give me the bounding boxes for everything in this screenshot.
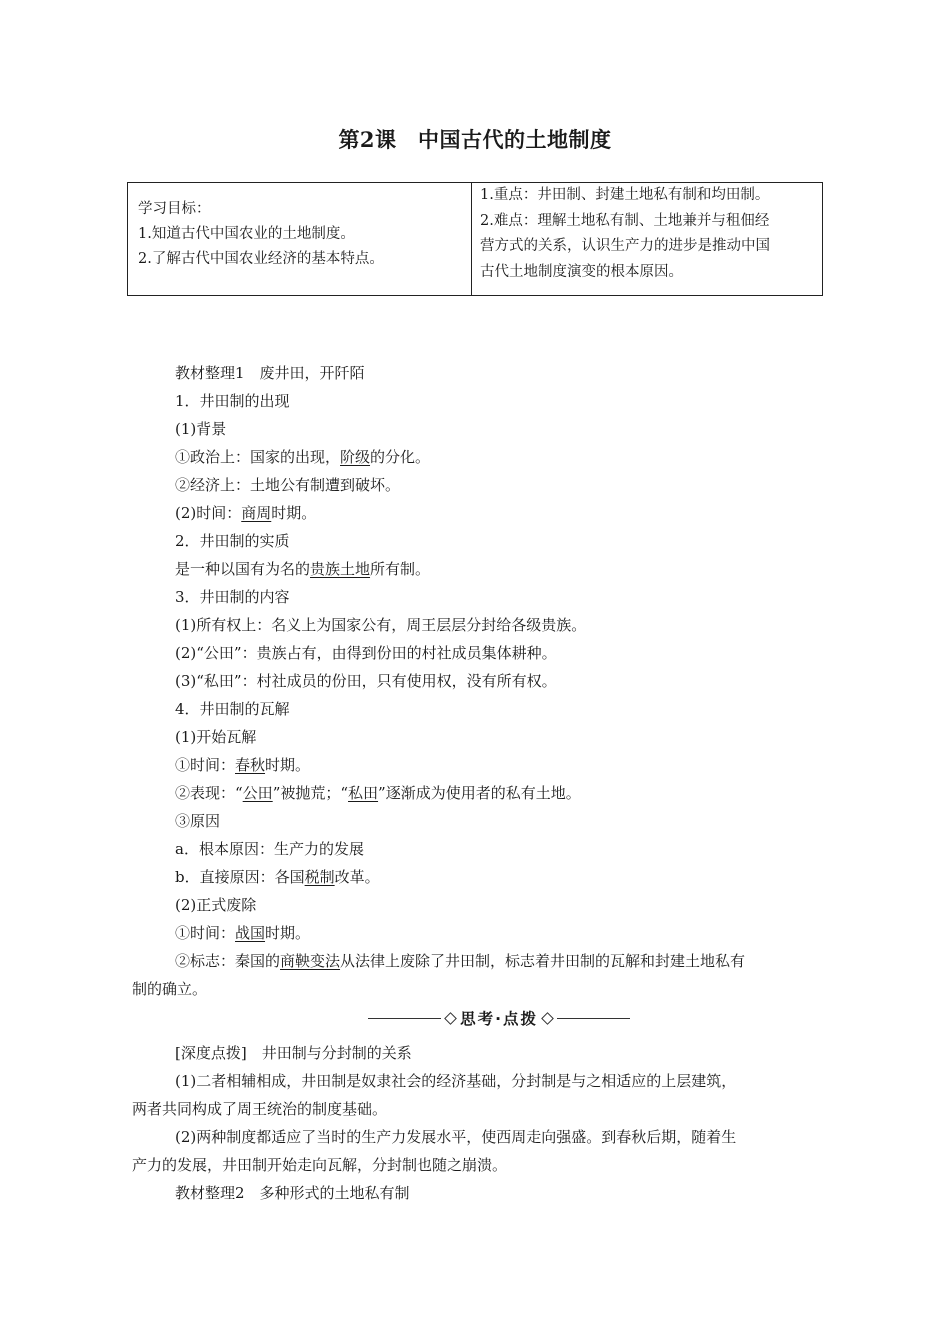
key-point-line: 营方式的关系，认识生产力的进步是推动中国: [480, 238, 770, 254]
diamond-icon: [541, 1012, 554, 1025]
text-line: (1)开始瓦解: [175, 728, 257, 746]
goals-heading: 学习目标：: [138, 201, 211, 217]
divider-rule: [368, 1018, 441, 1019]
section-heading: 教材整理1 废井田，开阡陌: [175, 364, 365, 382]
text-line: ②表现：“公田”被抛荒；“私田”逐渐成为使用者的私有土地。: [175, 784, 581, 802]
text-line: (2)两种制度都适应了当时的生产力发展水平，使西周走向强盛。到春秋后期，随着生: [175, 1128, 737, 1146]
blank-answer: 私田: [348, 784, 379, 802]
analysis-heading: [深度点拨] 井田制与分封制的关系: [175, 1044, 412, 1062]
text-line: (1)二者相辅相成，井田制是奴隶社会的经济基础，分封制是与之相适应的上层建筑，: [175, 1072, 737, 1090]
text-line: ①时间：春秋时期。: [175, 756, 311, 774]
page-title: 第2课 中国古代的土地制度: [338, 127, 612, 152]
blank-answer: 贵族土地: [310, 560, 371, 578]
text-line: ①政治上：国家的出现，阶级的分化。: [175, 448, 431, 466]
text-line: 是一种以国有为名的贵族土地所有制。: [175, 560, 431, 578]
text-line: ①时间：战国时期。: [175, 924, 311, 942]
text-line: a．根本原因：生产力的发展: [175, 840, 364, 858]
diamond-icon: [444, 1012, 457, 1025]
text-line: 2．井田制的实质: [175, 532, 290, 550]
text-line: 两者共同构成了周王统治的制度基础。: [132, 1100, 388, 1118]
text-line: ②标志：秦国的商鞅变法从法律上废除了井田制，标志着井田制的瓦解和封建土地私有: [175, 952, 746, 970]
learning-goals-table: [127, 182, 823, 296]
goal-item: 2.了解古代中国农业经济的基本特点。: [138, 251, 384, 267]
think-section-divider: [368, 1006, 630, 1030]
divider-rule: [557, 1018, 630, 1019]
goal-item: 1.知道古代中国农业的土地制度。: [138, 226, 355, 242]
text-line: (2)时间：商周时期。: [175, 504, 317, 522]
blank-answer: 商周: [241, 504, 272, 522]
blank-answer: 春秋: [235, 756, 266, 774]
text-line: (2)“公田”：贵族占有，由得到份田的村社成员集体耕种。: [175, 644, 557, 662]
text-line: ②经济上：土地公有制遭到破坏。: [175, 476, 401, 494]
key-point-line: 古代土地制度演变的根本原因。: [480, 263, 683, 280]
learning-goals-cell: [128, 183, 472, 295]
blank-answer: 公田: [242, 784, 273, 802]
text-line: 产力的发展，井田制开始走向瓦解，分封制也随之崩溃。: [132, 1156, 508, 1174]
blank-answer: 税制: [304, 868, 335, 886]
text-line: (1)所有权上：名义上为国家公有，周王层层分封给各级贵族。: [175, 616, 587, 634]
section-heading: 教材整理2 多种形式的土地私有制: [175, 1184, 410, 1202]
key-points-cell: [472, 183, 822, 295]
text-line: 3．井田制的内容: [175, 588, 290, 606]
text-line: ③原因: [175, 812, 221, 830]
text-line: (1)背景: [175, 420, 227, 438]
text-line: (2)正式废除: [175, 896, 257, 914]
key-point-line: 2.难点：理解土地私有制、土地兼并与租佃经: [480, 212, 770, 229]
text-line: (3)“私田”：村社成员的份田，只有使用权，没有所有权。: [175, 672, 557, 690]
blank-answer: 商鞅变法: [280, 952, 341, 970]
blank-answer: 阶级: [340, 448, 371, 466]
text-line: 4．井田制的瓦解: [175, 700, 290, 718]
text-line: 制的确立。: [132, 980, 208, 998]
key-point-line: 1.重点：井田制、封建土地私有制和均田制。: [480, 187, 770, 203]
text-line: 1．井田制的出现: [175, 392, 290, 410]
text-line: b．直接原因：各国税制改革。: [175, 868, 380, 886]
blank-answer: 战国: [235, 924, 266, 942]
divider-label: 思考·点拨: [460, 1010, 538, 1028]
